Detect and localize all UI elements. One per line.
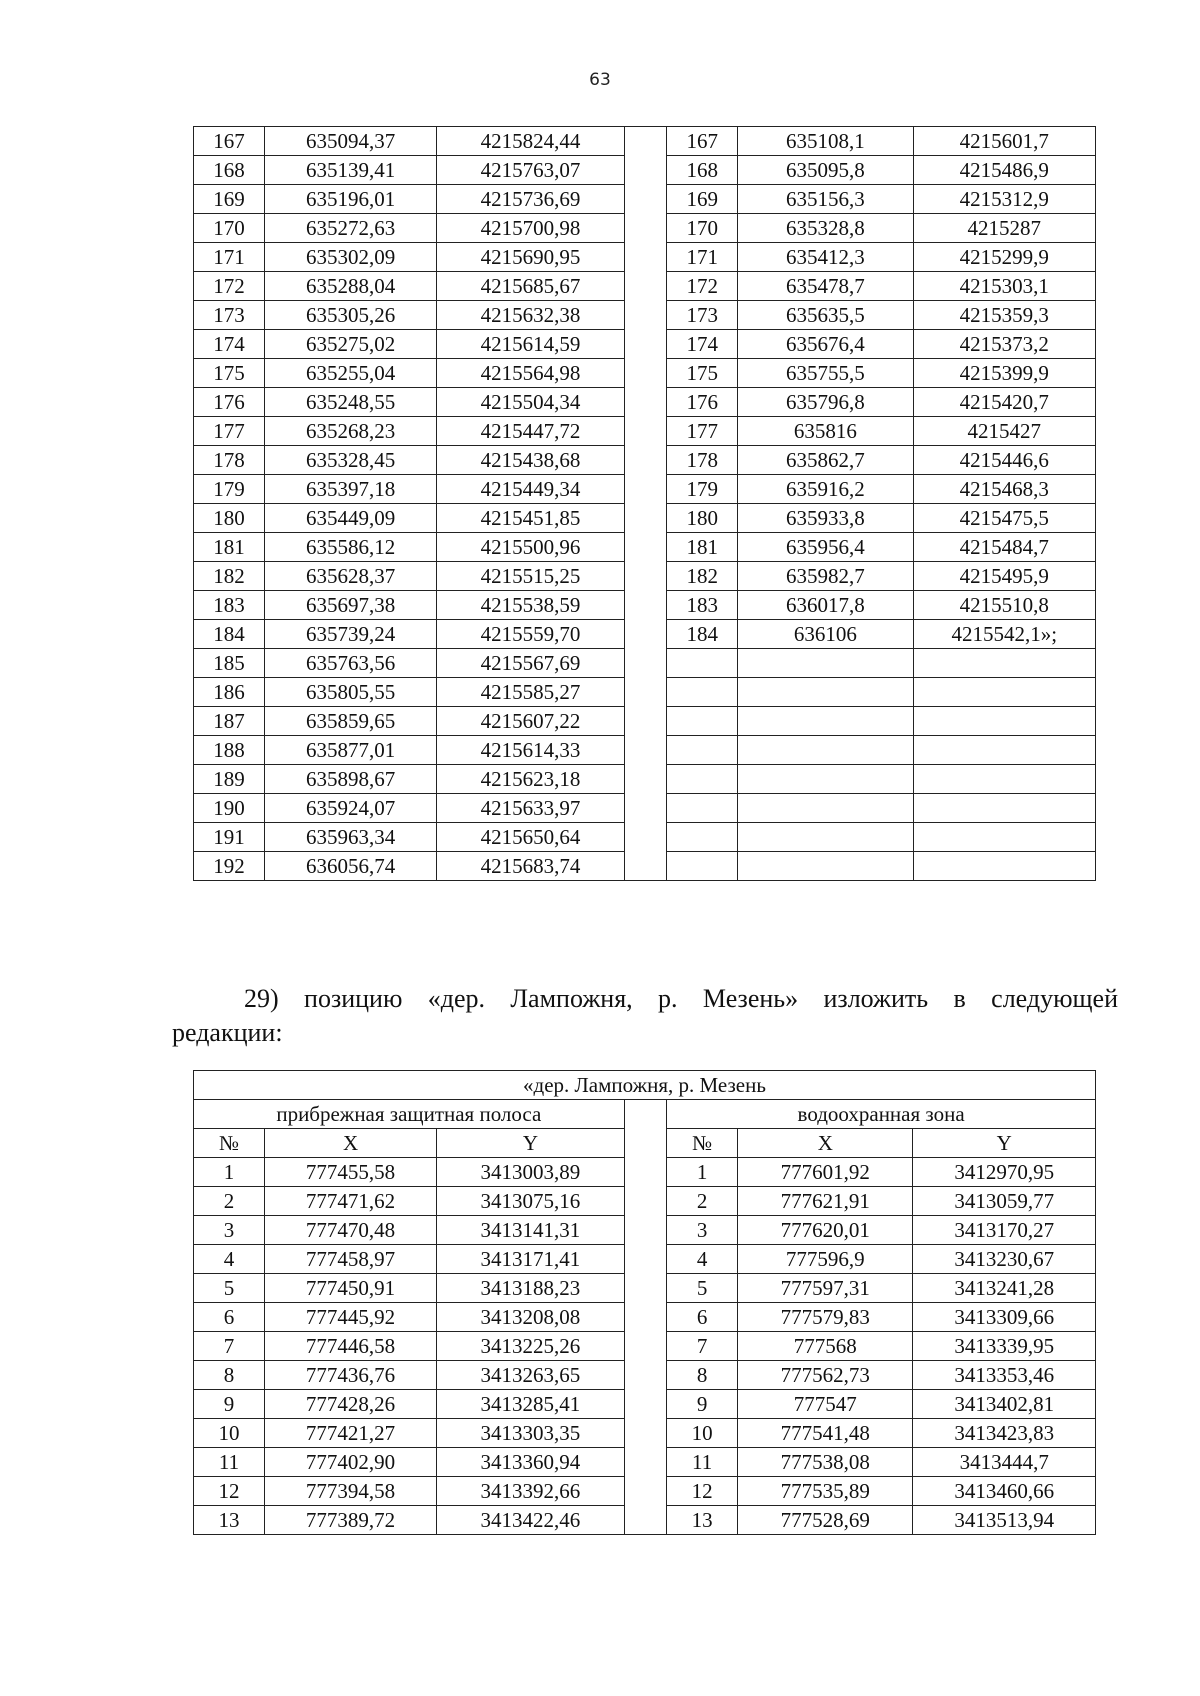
empty-cell	[667, 852, 738, 881]
x-coordinate: 777394,58	[264, 1477, 436, 1506]
empty-cell	[913, 736, 1095, 765]
point-number: 174	[194, 330, 265, 359]
x-coordinate: 635816	[738, 417, 913, 446]
x-coordinate: 635933,8	[738, 504, 913, 533]
y-coordinate: 3413460,66	[913, 1477, 1096, 1506]
point-number: 168	[194, 156, 265, 185]
x-coordinate: 635956,4	[738, 533, 913, 562]
table-title: «дер. Лампожня, р. Мезень	[194, 1071, 1096, 1100]
y-coordinate: 4215601,7	[913, 127, 1095, 156]
y-coordinate: 4215486,9	[913, 156, 1095, 185]
y-coordinate: 3412970,95	[913, 1158, 1096, 1187]
y-coordinate: 4215614,59	[437, 330, 624, 359]
x-coordinate: 777446,58	[264, 1332, 436, 1361]
y-coordinate: 4215468,3	[913, 475, 1095, 504]
empty-cell	[667, 794, 738, 823]
y-coordinate: 4215614,33	[437, 736, 624, 765]
y-coordinate: 4215700,98	[437, 214, 624, 243]
x-coordinate: 777601,92	[738, 1158, 913, 1187]
mezen-coordinates-table	[193, 1070, 1096, 1535]
point-number: 1	[194, 1158, 265, 1187]
y-coordinate: 4215359,3	[913, 301, 1095, 330]
y-coordinate: 3413444,7	[913, 1448, 1096, 1477]
x-coordinate: 635449,09	[264, 504, 436, 533]
y-coordinate: 4215632,38	[437, 301, 624, 330]
y-coordinate: 4215451,85	[437, 504, 624, 533]
x-coordinate: 777596,9	[738, 1245, 913, 1274]
empty-cell	[667, 707, 738, 736]
y-coordinate: 3413303,35	[437, 1419, 624, 1448]
x-coordinate: 635328,45	[264, 446, 436, 475]
point-number: 171	[194, 243, 265, 272]
point-number: 7	[667, 1332, 738, 1361]
empty-cell	[667, 736, 738, 765]
empty-cell	[913, 707, 1095, 736]
point-number: 12	[194, 1477, 265, 1506]
point-number: 172	[667, 272, 738, 301]
point-number: 182	[194, 562, 265, 591]
point-number: 175	[667, 359, 738, 388]
x-coordinate: 635305,26	[264, 301, 436, 330]
x-coordinate: 777528,69	[738, 1506, 913, 1535]
y-coordinate: 4215303,1	[913, 272, 1095, 301]
empty-cell	[738, 794, 913, 823]
point-number: 12	[667, 1477, 738, 1506]
empty-cell	[738, 736, 913, 765]
x-coordinate: 635877,01	[264, 736, 436, 765]
empty-cell	[667, 823, 738, 852]
x-coordinate: 777568	[738, 1332, 913, 1361]
x-coordinate: 635108,1	[738, 127, 913, 156]
point-number: 5	[667, 1274, 738, 1303]
y-coordinate: 4215685,67	[437, 272, 624, 301]
coordinates-table-body	[194, 127, 1096, 881]
x-coordinate: 635862,7	[738, 446, 913, 475]
point-number: 4	[667, 1245, 738, 1274]
point-number: 1	[667, 1158, 738, 1187]
column-header-x: X	[738, 1129, 913, 1158]
y-coordinate: 4215373,2	[913, 330, 1095, 359]
point-number: 181	[194, 533, 265, 562]
point-number: 3	[194, 1216, 265, 1245]
x-coordinate: 635275,02	[264, 330, 436, 359]
x-coordinate: 635635,5	[738, 301, 913, 330]
y-coordinate: 4215420,7	[913, 388, 1095, 417]
point-number: 179	[667, 475, 738, 504]
point-number: 8	[667, 1361, 738, 1390]
x-coordinate: 777458,97	[264, 1245, 436, 1274]
section-header-water-protection-zone: водоохранная зона	[667, 1100, 1096, 1129]
y-coordinate: 4215559,70	[437, 620, 624, 649]
y-coordinate: 3413241,28	[913, 1274, 1096, 1303]
empty-cell	[667, 649, 738, 678]
point-number: 2	[667, 1187, 738, 1216]
point-number: 183	[194, 591, 265, 620]
empty-cell	[667, 765, 738, 794]
x-coordinate: 635628,37	[264, 562, 436, 591]
gap-cell	[624, 127, 667, 881]
y-coordinate: 3413285,41	[437, 1390, 624, 1419]
point-number: 181	[667, 533, 738, 562]
y-coordinate: 4215538,59	[437, 591, 624, 620]
x-coordinate: 636056,74	[264, 852, 436, 881]
y-coordinate: 3413402,81	[913, 1390, 1096, 1419]
empty-cell	[913, 649, 1095, 678]
y-coordinate: 4215438,68	[437, 446, 624, 475]
x-coordinate: 635898,67	[264, 765, 436, 794]
y-coordinate: 4215312,9	[913, 185, 1095, 214]
y-coordinate: 4215510,8	[913, 591, 1095, 620]
y-coordinate: 3413392,66	[437, 1477, 624, 1506]
x-coordinate: 635288,04	[264, 272, 436, 301]
x-coordinate: 635739,24	[264, 620, 436, 649]
point-number: 174	[667, 330, 738, 359]
x-coordinate: 635982,7	[738, 562, 913, 591]
x-coordinate: 777402,90	[264, 1448, 436, 1477]
table-row	[194, 127, 1096, 156]
y-coordinate: 3413141,31	[437, 1216, 624, 1245]
point-number: 191	[194, 823, 265, 852]
x-coordinate: 777389,72	[264, 1506, 436, 1535]
x-coordinate: 635268,23	[264, 417, 436, 446]
point-number: 170	[667, 214, 738, 243]
y-coordinate: 4215585,27	[437, 678, 624, 707]
y-coordinate: 3413059,77	[913, 1187, 1096, 1216]
y-coordinate: 3413003,89	[437, 1158, 624, 1187]
y-coordinate: 4215495,9	[913, 562, 1095, 591]
point-number: 178	[194, 446, 265, 475]
x-coordinate: 636106	[738, 620, 913, 649]
y-coordinate: 3413208,08	[437, 1303, 624, 1332]
empty-cell	[913, 678, 1095, 707]
y-coordinate: 3413353,46	[913, 1361, 1096, 1390]
point-number: 3	[667, 1216, 738, 1245]
y-coordinate: 4215449,34	[437, 475, 624, 504]
point-number: 184	[194, 620, 265, 649]
x-coordinate: 635272,63	[264, 214, 436, 243]
point-number: 176	[194, 388, 265, 417]
x-coordinate: 635248,55	[264, 388, 436, 417]
point-number: 180	[667, 504, 738, 533]
point-number: 171	[667, 243, 738, 272]
empty-cell	[738, 649, 913, 678]
y-coordinate: 4215623,18	[437, 765, 624, 794]
empty-cell	[913, 852, 1095, 881]
y-coordinate: 4215287	[913, 214, 1095, 243]
y-coordinate: 3413171,41	[437, 1245, 624, 1274]
x-coordinate: 635478,7	[738, 272, 913, 301]
x-coordinate: 777538,08	[738, 1448, 913, 1477]
column-header-number: №	[667, 1129, 738, 1158]
point-number: 173	[667, 301, 738, 330]
empty-cell	[738, 823, 913, 852]
x-coordinate: 635302,09	[264, 243, 436, 272]
point-number: 10	[667, 1419, 738, 1448]
y-coordinate: 3413422,46	[437, 1506, 624, 1535]
x-coordinate: 777428,26	[264, 1390, 436, 1419]
y-coordinate: 4215446,6	[913, 446, 1095, 475]
x-coordinate: 777445,92	[264, 1303, 436, 1332]
y-coordinate: 3413230,67	[913, 1245, 1096, 1274]
point-number: 172	[194, 272, 265, 301]
x-coordinate: 635196,01	[264, 185, 436, 214]
empty-cell	[738, 678, 913, 707]
point-number: 170	[194, 214, 265, 243]
section-header-row	[194, 1100, 1096, 1129]
point-number: 6	[194, 1303, 265, 1332]
coordinates-table-continued	[193, 126, 1096, 881]
empty-cell	[913, 765, 1095, 794]
x-coordinate: 635796,8	[738, 388, 913, 417]
point-number: 184	[667, 620, 738, 649]
amendment-text-line: редакции:	[172, 1018, 283, 1047]
y-coordinate: 4215650,64	[437, 823, 624, 852]
y-coordinate: 3413170,27	[913, 1216, 1096, 1245]
table-title-row	[194, 1071, 1096, 1100]
section-header-coastal-strip: прибрежная защитная полоса	[194, 1100, 625, 1129]
point-number: 10	[194, 1419, 265, 1448]
y-coordinate: 4215542,1»;	[913, 620, 1095, 649]
x-coordinate: 777579,83	[738, 1303, 913, 1332]
y-coordinate: 3413360,94	[437, 1448, 624, 1477]
y-coordinate: 4215633,97	[437, 794, 624, 823]
point-number: 2	[194, 1187, 265, 1216]
x-coordinate: 635397,18	[264, 475, 436, 504]
point-number: 180	[194, 504, 265, 533]
point-number: 186	[194, 678, 265, 707]
y-coordinate: 4215399,9	[913, 359, 1095, 388]
x-coordinate: 777541,48	[738, 1419, 913, 1448]
point-number: 176	[667, 388, 738, 417]
x-coordinate: 635412,3	[738, 243, 913, 272]
y-coordinate: 4215763,07	[437, 156, 624, 185]
x-coordinate: 635328,8	[738, 214, 913, 243]
point-number: 177	[667, 417, 738, 446]
point-number: 11	[194, 1448, 265, 1477]
y-coordinate: 3413225,26	[437, 1332, 624, 1361]
point-number: 8	[194, 1361, 265, 1390]
x-coordinate: 777620,01	[738, 1216, 913, 1245]
empty-cell	[667, 678, 738, 707]
x-coordinate: 777436,76	[264, 1361, 436, 1390]
y-coordinate: 4215484,7	[913, 533, 1095, 562]
y-coordinate: 3413263,65	[437, 1361, 624, 1390]
x-coordinate: 777470,48	[264, 1216, 436, 1245]
point-number: 167	[194, 127, 265, 156]
y-coordinate: 4215567,69	[437, 649, 624, 678]
empty-cell	[738, 765, 913, 794]
x-coordinate: 777535,89	[738, 1477, 913, 1506]
point-number: 167	[667, 127, 738, 156]
x-coordinate: 635859,65	[264, 707, 436, 736]
page-number: 63	[589, 70, 611, 90]
x-coordinate: 777471,62	[264, 1187, 436, 1216]
point-number: 188	[194, 736, 265, 765]
point-number: 190	[194, 794, 265, 823]
y-coordinate: 4215564,98	[437, 359, 624, 388]
y-coordinate: 4215683,74	[437, 852, 624, 881]
point-number: 192	[194, 852, 265, 881]
column-header-y: Y	[913, 1129, 1096, 1158]
point-number: 7	[194, 1332, 265, 1361]
y-coordinate: 3413339,95	[913, 1332, 1096, 1361]
y-coordinate: 4215607,22	[437, 707, 624, 736]
x-coordinate: 635924,07	[264, 794, 436, 823]
column-header-x: X	[264, 1129, 436, 1158]
point-number: 185	[194, 649, 265, 678]
y-coordinate: 4215690,95	[437, 243, 624, 272]
x-coordinate: 635916,2	[738, 475, 913, 504]
point-number: 13	[194, 1506, 265, 1535]
point-number: 168	[667, 156, 738, 185]
x-coordinate: 635963,34	[264, 823, 436, 852]
x-coordinate: 635156,3	[738, 185, 913, 214]
y-coordinate: 4215824,44	[437, 127, 624, 156]
point-number: 4	[194, 1245, 265, 1274]
point-number: 173	[194, 301, 265, 330]
point-number: 175	[194, 359, 265, 388]
x-coordinate: 635676,4	[738, 330, 913, 359]
x-coordinate: 777562,73	[738, 1361, 913, 1390]
x-coordinate: 636017,8	[738, 591, 913, 620]
x-coordinate: 635586,12	[264, 533, 436, 562]
x-coordinate: 635755,5	[738, 359, 913, 388]
y-coordinate: 3413075,16	[437, 1187, 624, 1216]
mezen-table-body	[194, 1071, 1096, 1535]
x-coordinate: 777597,31	[738, 1274, 913, 1303]
y-coordinate: 4215447,72	[437, 417, 624, 446]
x-coordinate: 635697,38	[264, 591, 436, 620]
x-coordinate: 635805,55	[264, 678, 436, 707]
x-coordinate: 777421,27	[264, 1419, 436, 1448]
x-coordinate: 777455,58	[264, 1158, 436, 1187]
point-number: 183	[667, 591, 738, 620]
amendment-text-line: 29) позицию «дер. Лампожня, р. Мезень» изложить в следующей	[244, 984, 1118, 1013]
empty-cell	[738, 852, 913, 881]
y-coordinate: 3413309,66	[913, 1303, 1096, 1332]
point-number: 13	[667, 1506, 738, 1535]
point-number: 189	[194, 765, 265, 794]
y-coordinate: 3413423,83	[913, 1419, 1096, 1448]
y-coordinate: 4215515,25	[437, 562, 624, 591]
point-number: 9	[194, 1390, 265, 1419]
point-number: 178	[667, 446, 738, 475]
column-header-number: №	[194, 1129, 265, 1158]
x-coordinate: 777621,91	[738, 1187, 913, 1216]
x-coordinate: 777547	[738, 1390, 913, 1419]
y-coordinate: 4215299,9	[913, 243, 1095, 272]
y-coordinate: 4215427	[913, 417, 1095, 446]
y-coordinate: 4215504,34	[437, 388, 624, 417]
column-header-y: Y	[437, 1129, 624, 1158]
point-number: 169	[194, 185, 265, 214]
point-number: 5	[194, 1274, 265, 1303]
point-number: 169	[667, 185, 738, 214]
point-number: 11	[667, 1448, 738, 1477]
x-coordinate: 635763,56	[264, 649, 436, 678]
point-number: 177	[194, 417, 265, 446]
point-number: 182	[667, 562, 738, 591]
x-coordinate: 635094,37	[264, 127, 436, 156]
empty-cell	[738, 707, 913, 736]
gap-cell	[624, 1100, 667, 1535]
y-coordinate: 3413513,94	[913, 1506, 1096, 1535]
x-coordinate: 777450,91	[264, 1274, 436, 1303]
y-coordinate: 4215500,96	[437, 533, 624, 562]
point-number: 179	[194, 475, 265, 504]
y-coordinate: 4215475,5	[913, 504, 1095, 533]
x-coordinate: 635095,8	[738, 156, 913, 185]
y-coordinate: 3413188,23	[437, 1274, 624, 1303]
point-number: 187	[194, 707, 265, 736]
x-coordinate: 635255,04	[264, 359, 436, 388]
point-number: 6	[667, 1303, 738, 1332]
empty-cell	[913, 823, 1095, 852]
amendment-paragraph	[172, 982, 1118, 1050]
x-coordinate: 635139,41	[264, 156, 436, 185]
y-coordinate: 4215736,69	[437, 185, 624, 214]
point-number: 9	[667, 1390, 738, 1419]
empty-cell	[913, 794, 1095, 823]
